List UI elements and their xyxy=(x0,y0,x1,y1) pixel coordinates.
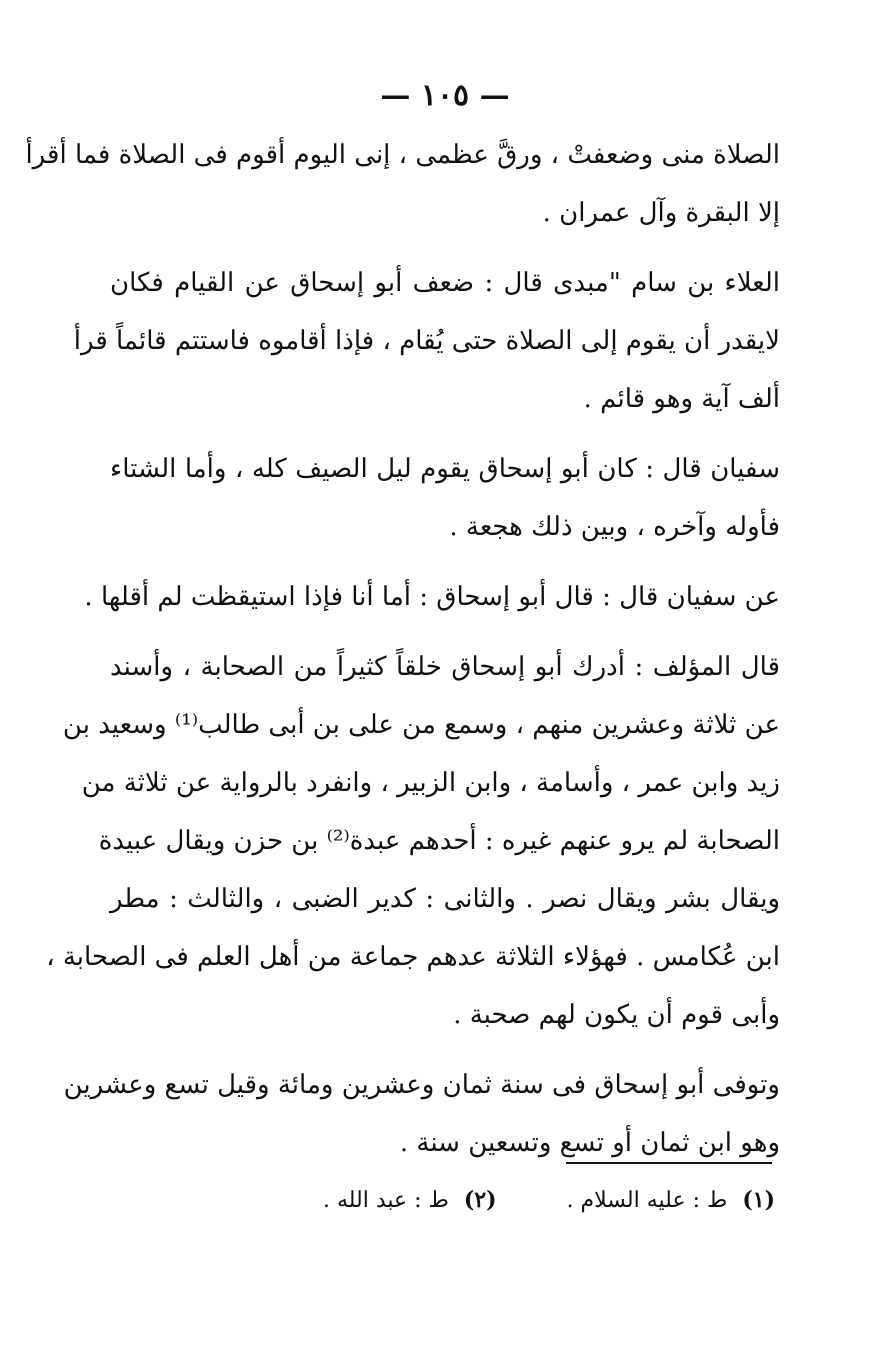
text-line: الصلاة منى وضعفتْ ، ورقَّ عظمى ، إنى اليوم أقوم فى الصلاة فما أقرأ xyxy=(25,140,780,170)
footnote-divider xyxy=(566,1162,772,1164)
text-line: لايقدر أن يقوم إلى الصلاة حتى يُقام ، فإذا أقاموه فاستتم قائماً قرأ xyxy=(73,326,780,356)
text-line: فأوله وآخره ، وبين ذلك هجعة . xyxy=(449,512,780,542)
text-line: الصحابة لم يرو عنهم غيره : أحدهم عبدة⁽²⁾ بن حزن ويقال عبيدة xyxy=(98,826,780,856)
paragraph xyxy=(63,1056,780,1172)
paragraph xyxy=(46,638,780,1044)
page-number: — ١٠٥ — xyxy=(380,78,510,113)
paragraph xyxy=(84,568,780,626)
footnote-mark: (١) xyxy=(742,1187,775,1213)
footnote xyxy=(323,1180,497,1221)
text-line: قال المؤلف : أدرك أبو إسحاق خلقاً كثيراً من الصحابة ، وأسند xyxy=(110,652,780,682)
text-line: ابن عُكامس . فهؤلاء الثلاثة عدهم جماعة من أهل العلم فى الصحابة ، xyxy=(46,942,780,972)
paragraph xyxy=(25,126,780,242)
text-line: وأبى قوم أن يكون لهم صحبة . xyxy=(453,1000,780,1030)
text-line: ويقال بشر ويقال نصر . والثانى : كدير الضبى ، والثالث : مطر xyxy=(110,884,780,914)
text-line: وهو ابن ثمان أو تسع وتسعين سنة . xyxy=(399,1128,780,1158)
text-line: عن ثلاثة وعشرين منهم ، وسمع من على بن أبى طالب⁽¹⁾ وسعيد بن xyxy=(62,710,780,740)
footnote-text: ط : عليه السلام . xyxy=(566,1188,728,1213)
text-line: ألف آية وهو قائم . xyxy=(583,384,780,414)
text-line: إلا البقرة وآل عمران . xyxy=(542,198,780,228)
text-line: سفيان قال : كان أبو إسحاق يقوم ليل الصيف كله ، وأما الشتاء xyxy=(110,454,780,484)
body-text xyxy=(25,126,780,1184)
text-line: وتوفى أبو إسحاق فى سنة ثمان وعشرين ومائة وقيل تسع وعشرين xyxy=(63,1070,780,1100)
footnotes xyxy=(200,1180,775,1221)
footnote xyxy=(567,1180,775,1221)
paragraph xyxy=(110,440,780,556)
footnote-text: ط : عبد الله . xyxy=(322,1188,449,1213)
text-line: زيد وابن عمر ، وأسامة ، وابن الزبير ، وانفرد بالرواية عن ثلاثة من xyxy=(81,768,780,798)
footnote-mark: (٢) xyxy=(463,1187,497,1213)
text-line: العلاء بن سام "مبدى قال : ضعف أبو إسحاق عن القيام فكان xyxy=(110,268,780,298)
text-line: عن سفيان قال : قال أبو إسحاق : أما أنا فإذا استيقظت لم أقلها . xyxy=(84,582,780,612)
paragraph xyxy=(73,254,780,428)
